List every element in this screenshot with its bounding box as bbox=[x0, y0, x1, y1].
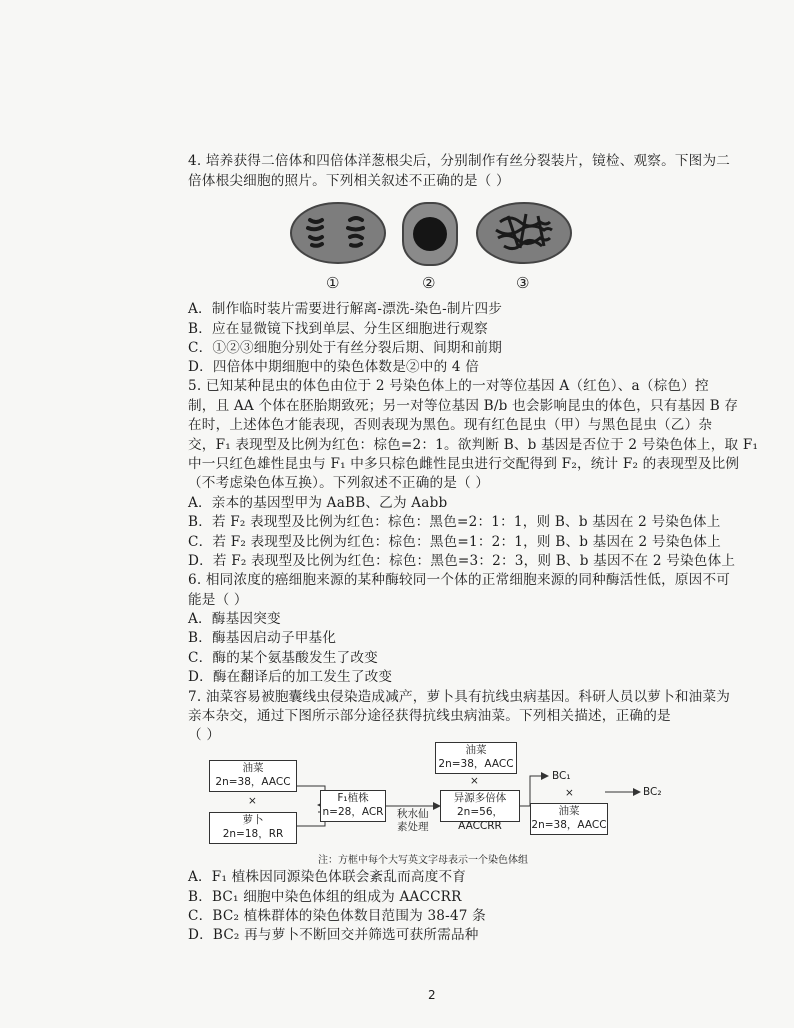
radish-info: 2n=18，RR bbox=[222, 828, 284, 840]
q6-option-b[interactable]: B．酶基因启动子甲基化 bbox=[188, 630, 337, 646]
q4-option-a[interactable]: A．制作临时装片需要进行解离-漂洗-染色-制片四步 bbox=[188, 301, 503, 317]
page-number: 2 bbox=[428, 988, 436, 1002]
cross-top-symbol: × bbox=[470, 775, 479, 787]
q4-stem-line-1: 4. 培养获得二倍体和四倍体洋葱根尖后，分别制作有丝分裂装片，镜检、观察。下图为二 bbox=[188, 153, 731, 169]
treatment-line-2: 素处理 bbox=[397, 821, 429, 833]
rapeseed-top-box bbox=[435, 742, 517, 774]
q4-stem-line-2: 倍体根尖细胞的照片。下列相关叙述不正确的是（ ） bbox=[188, 173, 510, 189]
rapeseed-right-info: 2n=38，AACC bbox=[531, 819, 607, 831]
cross-right-symbol: × bbox=[565, 787, 574, 799]
q5-stem-line-4: 交，F₁ 表现型及比例为红色：棕色=2：1。欲判断 B、b 基因是否位于 2 号染色体上，取 F₁ bbox=[188, 437, 759, 453]
q5-option-a[interactable]: A．亲本的基因型甲为 AaBB、乙为 Aabb bbox=[188, 495, 448, 511]
diagram-note: 注：方框中每个大写英文字母表示一个染色体组 bbox=[318, 855, 528, 866]
allopolyploid-info: 2n=56，AACCRR bbox=[457, 806, 503, 832]
bc1-label: BC₁ bbox=[552, 770, 571, 782]
q4-option-d[interactable]: D．四倍体中期细胞中的染色体数是②中的 4 倍 bbox=[188, 359, 480, 375]
q6-option-a[interactable]: A．酶基因突变 bbox=[188, 611, 281, 627]
q7-option-c[interactable]: C．BC₂ 植株群体的染色体数目范围为 38-47 条 bbox=[188, 908, 486, 924]
rapeseed-right-name: 油菜 bbox=[558, 805, 580, 817]
rapeseed-left-info: 2n=38，AACC bbox=[215, 776, 291, 788]
q5-stem-line-2: 制，且 AA 个体在胚胎期致死；另一对等位基因 B/b 也会影响昆虫的体色，只有基因 B 存 bbox=[188, 398, 739, 414]
allopolyploid-box bbox=[440, 790, 520, 832]
f1-info: n=28，ACR bbox=[322, 806, 384, 818]
q5-option-d[interactable]: D．若 F₂ 表现型及比例为红色：棕色：黑色=3：2：3，则 B、b 基因不在 2 号染色体上 bbox=[188, 553, 736, 569]
radish-name: 萝卜 bbox=[242, 814, 264, 826]
radish-box bbox=[209, 812, 297, 844]
cell-1-label: ① bbox=[326, 274, 340, 292]
q5-stem-line-1: 5. 已知某种昆虫的体色由位于 2 号染色体上的一对等位基因 A（红色）、a（棕色）控 bbox=[188, 378, 709, 394]
treatment-line-1: 秋水仙 bbox=[397, 808, 429, 820]
q5-stem-line-3: 在时，上述体色才能表现，否则表现为黑色。现有红色昆虫（甲）与黑色昆虫（乙）杂 bbox=[188, 417, 713, 433]
f1-box bbox=[320, 790, 386, 822]
q6-option-d[interactable]: D．酶在翻译后的加工发生了改变 bbox=[188, 669, 393, 685]
allopolyploid-name: 异源多倍体 bbox=[453, 792, 507, 804]
colchicine-treatment bbox=[397, 808, 429, 834]
rapeseed-right-box bbox=[530, 803, 608, 835]
q7-option-a[interactable]: A．F₁ 植株因同源染色体联会紊乱而高度不育 bbox=[188, 869, 467, 885]
rapeseed-top-name: 油菜 bbox=[465, 744, 487, 756]
q7-stem-line-2: 亲本杂交，通过下图所示部分途径获得抗线虫病油菜。下列相关描述，正确的是 bbox=[188, 708, 671, 724]
q7-stem-line-1: 7. 油菜容易被胞囊线虫侵染造成减产，萝卜具有抗线虫病基因。科研人员以萝卜和油菜为 bbox=[188, 689, 731, 705]
q6-option-c[interactable]: C．酶的某个氨基酸发生了改变 bbox=[188, 650, 378, 666]
q5-stem-line-5: 中一只红色雄性昆虫与 F₁ 中多只棕色雌性昆虫进行交配得到 F₂，统计 F₂ 的表现型及比例 bbox=[188, 456, 740, 472]
cell-2-label: ② bbox=[422, 274, 436, 292]
bc2-label: BC₂ bbox=[643, 786, 662, 798]
q5-option-b[interactable]: B．若 F₂ 表现型及比例为红色：棕色：黑色=2：1：1，则 B、b 基因在 2 号染色体上 bbox=[188, 514, 721, 530]
q7-stem-line-3: （ ） bbox=[188, 727, 221, 743]
arrow-allo-to-bc1 bbox=[518, 776, 548, 806]
q4-option-b[interactable]: B．应在显微镜下找到单层、分生区细胞进行观察 bbox=[188, 321, 488, 337]
cell-3-label: ③ bbox=[516, 274, 530, 292]
q6-stem-line-2: 能是（ ） bbox=[188, 592, 248, 608]
f1-name: F₁植株 bbox=[337, 792, 369, 804]
q5-option-c[interactable]: C．若 F₂ 表现型及比例为红色：棕色：黑色=1：2：1，则 B、b 基因在 2 号染色体上 bbox=[188, 534, 721, 550]
rapeseed-left-box bbox=[209, 760, 297, 792]
q5-stem-line-6: （不考虑染色体互换）。下列叙述不正确的是（ ） bbox=[188, 475, 490, 491]
q7-option-d[interactable]: D．BC₂ 再与萝卜不断回交并筛选可获所需品种 bbox=[188, 927, 479, 943]
q6-stem-line-1: 6. 相同浓度的癌细胞来源的某种酶较同一个体的正常细胞来源的同种酶活性低，原因不可 bbox=[188, 572, 731, 588]
rapeseed-left-name: 油菜 bbox=[242, 762, 264, 774]
q4-option-c[interactable]: C．①②③细胞分别处于有丝分裂后期、间期和前期 bbox=[188, 340, 503, 356]
cross-left-symbol: × bbox=[248, 795, 257, 807]
rapeseed-top-info: 2n=38，AACC bbox=[438, 758, 514, 770]
q7-option-b[interactable]: B．BC₁ 细胞中染色体组的组成为 AACCRR bbox=[188, 889, 462, 905]
